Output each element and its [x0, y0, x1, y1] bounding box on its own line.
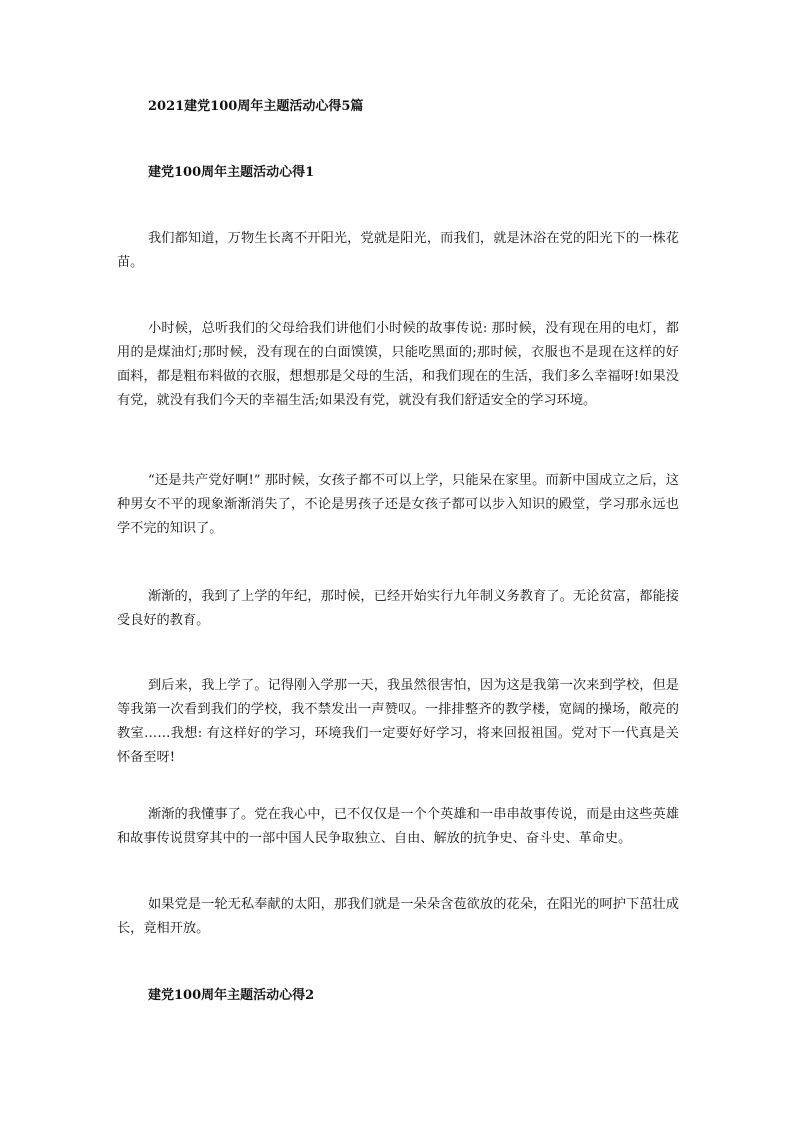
document-title: 2021建党100周年主题活动心得5篇	[148, 99, 364, 114]
paragraph: “还是共产党好啊!” 那时候，女孩子都不可以上学，只能呆在家里。而新中国成立之后，这种男女不平的现象渐渐消失了，不论是男孩子还是女孩子都可以步入知识的殿堂，学习那永远也学不完的知识了。	[117, 473, 679, 536]
paragraph: 渐渐的我懂事了。党在我心中，已不仅仅是一个个英雄和一串串故事传说，而是由这些英雄和故事传说贯穿其中的一部中国人民争取独立、自由、解放的抗争史、奋斗史、革命史。	[117, 807, 679, 846]
section-heading-2: 建党100周年主题活动心得2	[148, 988, 315, 1003]
paragraph: 如果党是一轮无私奉献的太阳，那我们就是一朵朵含苞欲放的花朵，在阳光的呵护下茁壮成长，竟相开放。	[117, 897, 679, 936]
paragraph: 我们都知道，万物生长离不开阳光，党就是阳光，而我们，就是沐浴在党的阳光下的一株花苗。	[117, 231, 679, 270]
paragraph: 渐渐的，我到了上学的年纪，那时候，已经开始实行九年制义务教育了。无论贫富，都能接受良好的教育。	[117, 589, 679, 628]
paragraph: 小时候，总听我们的父母给我们讲他们小时候的故事传说: 那时候，没有现在用的电灯，都用的是煤油灯;那时候，没有现在的白面馍馍，只能吃黑面的;那时候，衣服也不是现在这样的好面料，都是粗布料做的衣服，想想那是父母的生活，和我们现在的生活，我们多么幸福呀!如果没有党，就没有我们今天的幸福生活;如果没有党，就没有我们舒适安全的学习环境。	[117, 321, 679, 408]
paragraph: 到后来，我上学了。记得刚入学那一天，我虽然很害怕，因为这是我第一次来到学校，但是等我第一次看到我们的学校，我不禁发出一声赞叹。一排排整齐的教学楼，宽阔的操场，敞亮的教室……我想: 有这样好的学习，环境我们一定要好好学习，将来回报祖国。党对下一代真是关怀备至呀!	[117, 678, 679, 765]
section-heading-1: 建党100周年主题活动心得1	[148, 165, 315, 180]
